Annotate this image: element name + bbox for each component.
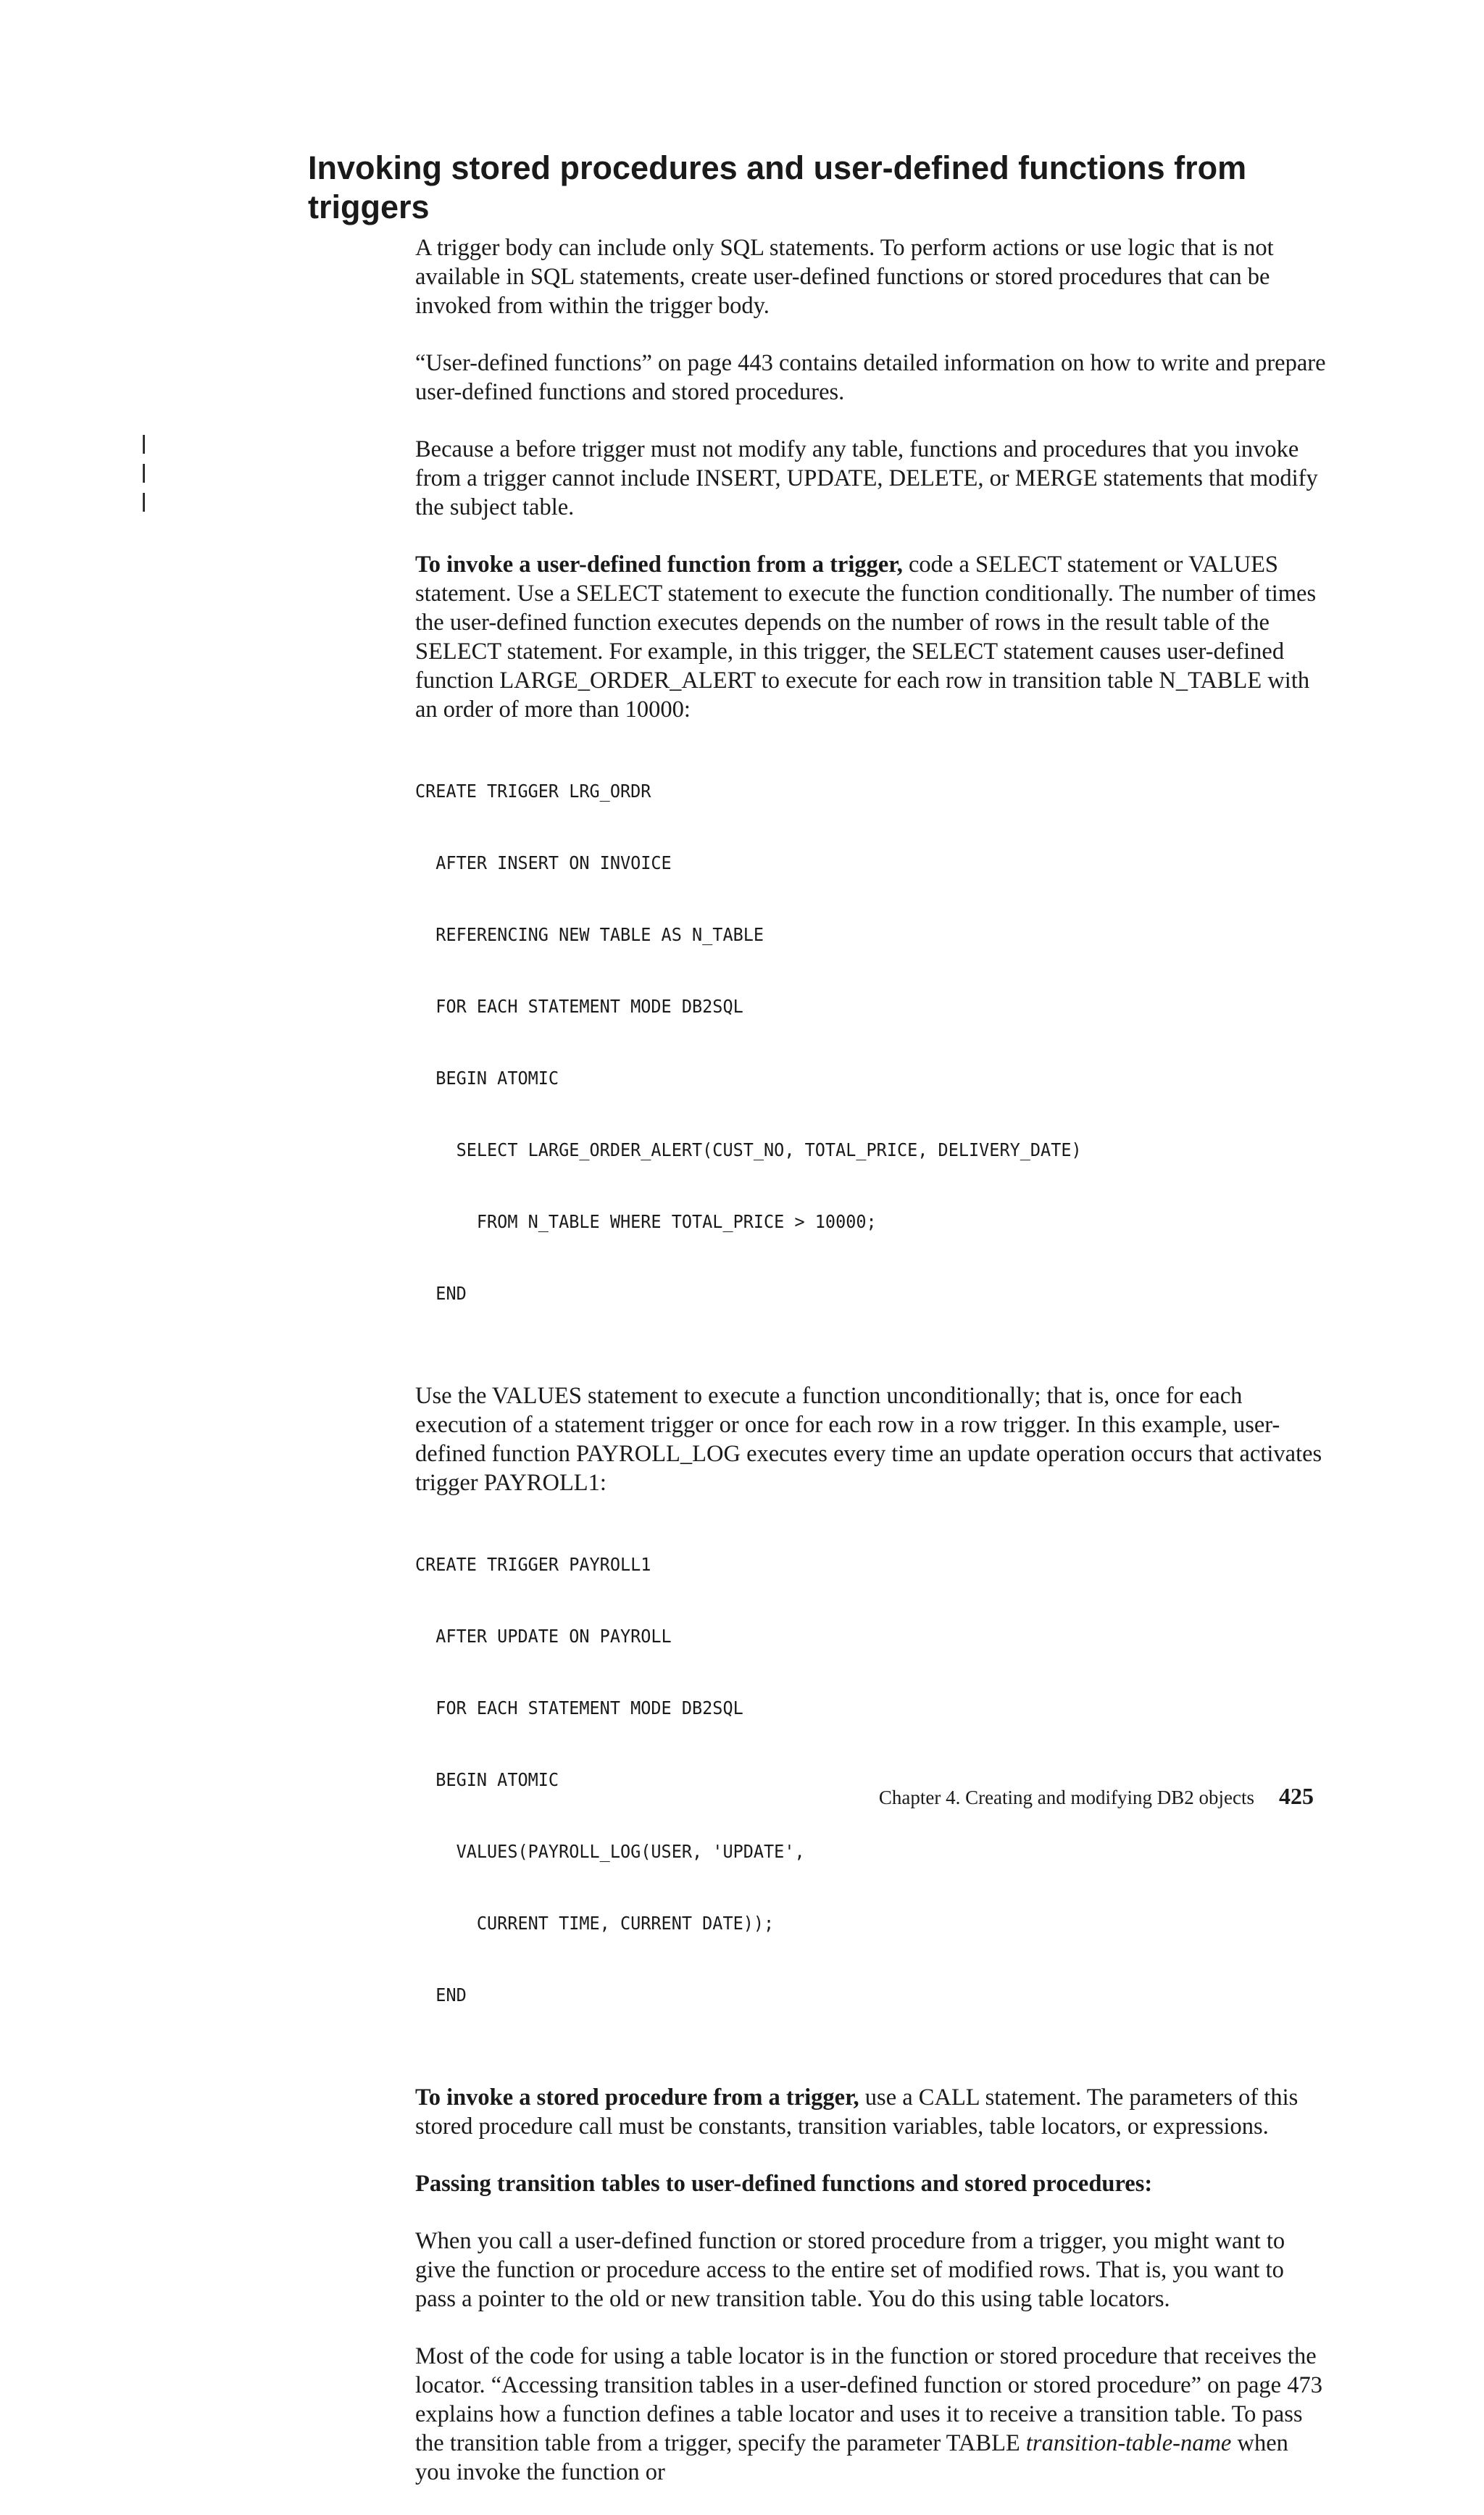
code-line: BEGIN ATOMIC bbox=[415, 1068, 559, 1089]
revision-bar bbox=[143, 464, 145, 483]
code-line: AFTER UPDATE ON PAYROLL bbox=[415, 1626, 672, 1647]
paragraph-udf-reference bbox=[415, 349, 1328, 407]
code-line: AFTER INSERT ON INVOICE bbox=[415, 852, 672, 873]
code-line: BEGIN ATOMIC bbox=[415, 1769, 559, 1790]
revision-bar bbox=[143, 493, 145, 512]
revision-bar bbox=[143, 435, 145, 454]
paragraph-invoke-procedure bbox=[415, 2083, 1328, 2141]
cross-reference-text: “User-defined functions” on page 443 contains detailed information on how to write and prepare user-defined functions and stored procedures. bbox=[415, 350, 1326, 405]
paragraph-table-locators: When you call a user-defined function or stored procedure from a trigger, you might want to give the function or procedure access to the entire set of modified rows. That is, you want to pass a pointer to the old or new transition table. You do this using table locators. bbox=[415, 2228, 1285, 2312]
subheading-passing-transition-tables: Passing transition tables to user-defined functions and stored procedures: bbox=[415, 2171, 1153, 2197]
code-line: SELECT LARGE_ORDER_ALERT(CUST_NO, TOTAL_PRICE, DELIVERY_DATE) bbox=[415, 1139, 1082, 1160]
code-line: FROM N_TABLE WHERE TOTAL_PRICE > 10000; bbox=[415, 1211, 877, 1232]
paragraph-before-trigger: Because a before trigger must not modify any table, functions and procedures that you invoke from a trigger cannot include INSERT, UPDATE, DELETE, or MERGE statements that modify the subject table. bbox=[415, 436, 1318, 520]
paragraph-invoke-udf bbox=[415, 550, 1328, 724]
code-line: REFERENCING NEW TABLE AS N_TABLE bbox=[415, 924, 764, 945]
code-line: VALUES(PAYROLL_LOG(USER, 'UPDATE', bbox=[415, 1841, 805, 1862]
page-number: 425 bbox=[1279, 1783, 1314, 1809]
italic-term: transition-table-name bbox=[1025, 2430, 1232, 2456]
code-block-lrg-ordr bbox=[415, 731, 1273, 1353]
page-footer bbox=[879, 1783, 1314, 1810]
code-line: FOR EACH STATEMENT MODE DB2SQL bbox=[415, 1697, 743, 1718]
paragraph-invoke-udf-text: code a SELECT statement or VALUES statement. Use a SELECT statement to execute the function conditionally. The number of times the user-defined function executes depends on the number of rows in the result table of the SELECT statement. For example, in this trigger, the SELECT statement causes user-defined function LARGE_ORDER_ALERT to execute for each row in transition table N_TABLE with an order of more than 10000: bbox=[415, 552, 1317, 723]
paragraph-text: when you invoke the function or bbox=[415, 2430, 1288, 2485]
paragraph-values-statement: Use the VALUES statement to execute a function unconditionally; that is, once for each execution of a statement trigger or once for each row in a row trigger. In this example, user-defined function PAYROLL_LOG executes every time an update operation occurs that activates trigger PAYROLL1: bbox=[415, 1383, 1322, 1496]
section-title: Invoking stored procedures and user-defined functions from triggers bbox=[308, 149, 1247, 225]
paragraph-text: Most of the code for using a table locator is in the function or stored procedure that receives the locator. “Accessing transition tables in a user-defined function or stored procedure” on page 473 explains how a function defines a table locator and uses it to receive a transition table. To pass the transition table from a trigger, specify the parameter TABLE bbox=[415, 2343, 1322, 2456]
paragraph-accessing-transition-tables bbox=[415, 2342, 1328, 2487]
body-text bbox=[415, 233, 1328, 2515]
code-line: END bbox=[415, 1283, 467, 1304]
bold-lead-invoke-udf: To invoke a user-defined function from a trigger, bbox=[415, 552, 903, 578]
code-line: FOR EACH STATEMENT MODE DB2SQL bbox=[415, 996, 743, 1017]
code-line: CURRENT TIME, CURRENT DATE)); bbox=[415, 1913, 775, 1934]
code-line: CREATE TRIGGER PAYROLL1 bbox=[415, 1554, 651, 1575]
code-block-payroll1 bbox=[415, 1505, 1273, 2055]
chapter-label: Chapter 4. Creating and modifying DB2 objects bbox=[878, 1787, 1254, 1808]
bold-lead-invoke-procedure: To invoke a stored procedure from a trigger, bbox=[415, 2084, 859, 2111]
paragraph-invoke-procedure-text: use a CALL statement. The parameters of this stored procedure call must be constants, transition variables, table locators, or expressions. bbox=[415, 2084, 1298, 2140]
code-line: CREATE TRIGGER LRG_ORDR bbox=[415, 781, 651, 802]
revision-bars bbox=[143, 435, 145, 522]
code-line: END bbox=[415, 1984, 467, 2005]
paragraph-intro: A trigger body can include only SQL statements. To perform actions or use logic that is not available in SQL statements, create user-defined functions or stored procedures that can be invoked from within the trigger body. bbox=[415, 235, 1274, 319]
